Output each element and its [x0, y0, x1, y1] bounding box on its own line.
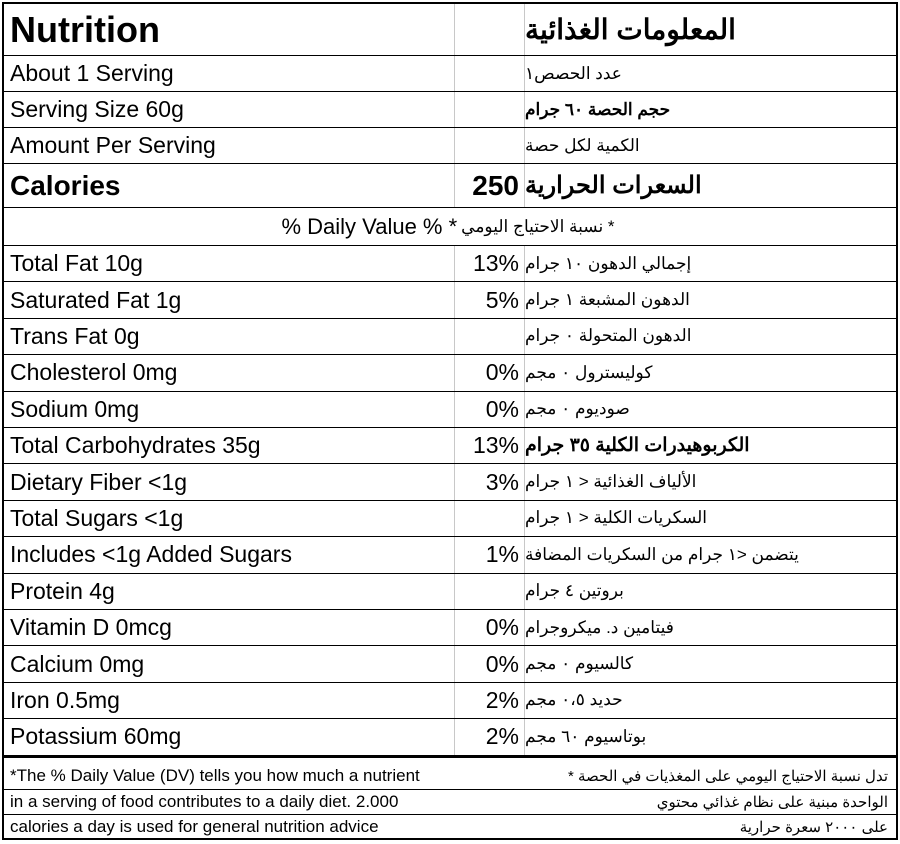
nutrient-name-en: Total Fat 10g [10, 250, 143, 277]
info-en: Serving Size 60g [10, 96, 184, 122]
nutrient-row [4, 610, 896, 646]
nutrient-row [4, 319, 896, 355]
nutrient-name-ar: كوليسترول ٠ مجم [524, 355, 896, 390]
nutrient-name-en: Protein 4g [10, 577, 115, 604]
nutrient-daily-value: 0% [454, 646, 524, 681]
nutrient-name-en: Iron 0.5mg [10, 686, 120, 713]
nutrient-name-ar: يتضمن <١ جرام من السكريات المضافة [524, 537, 896, 572]
nutrient-row [4, 355, 896, 391]
nutrient-row [4, 501, 896, 537]
info-ar: الكمية لكل حصة [524, 128, 896, 163]
nutrient-name-en: Dietary Fiber <1g [10, 468, 188, 495]
nutrient-daily-value: 3% [454, 464, 524, 499]
nutrient-name-en: Includes <1g Added Sugars [10, 541, 292, 568]
nutrient-row [4, 646, 896, 682]
nutrient-daily-value [454, 501, 524, 536]
daily-value-header-en: % Daily Value % * [281, 213, 458, 239]
nutrient-name-en: Total Carbohydrates 35g [10, 432, 261, 459]
nutrient-name-en: Sodium 0mg [10, 395, 140, 422]
nutrient-row [4, 428, 896, 464]
footnote-en: *The % Daily Value (DV) tells you how much a nutrient [10, 765, 420, 785]
nutrient-row [4, 719, 896, 755]
nutrient-daily-value: 2% [454, 683, 524, 718]
nutrient-row [4, 574, 896, 610]
info-row [4, 56, 896, 92]
nutrient-name-en: Vitamin D 0mcg [10, 614, 172, 641]
title-spacer-cell [454, 4, 524, 55]
nutrient-row [4, 464, 896, 500]
info-row [4, 92, 896, 128]
nutrient-name-ar: الكربوهيدرات الكلية ٣٥ جرام [524, 428, 896, 463]
nutrient-daily-value: 2% [454, 719, 524, 754]
nutrient-name-en: Potassium 60mg [10, 723, 182, 750]
nutrient-name-en: Saturated Fat 1g [10, 286, 182, 313]
nutrient-row [4, 392, 896, 428]
calories-value-cell [454, 164, 524, 207]
nutrient-daily-value: 5% [454, 282, 524, 317]
nutrient-row [4, 246, 896, 282]
footnote [4, 756, 896, 838]
info-spacer [454, 92, 524, 127]
nutrient-name-en: Total Sugars <1g [10, 504, 184, 531]
nutrient-name-ar: الدهون المتحولة ٠ جرام [524, 319, 896, 354]
info-ar: عدد الحصص١ [524, 56, 896, 91]
nutrient-daily-value: 13% [454, 428, 524, 463]
nutrient-name-en: Calcium 0mg [10, 650, 145, 677]
daily-value-header-ar: * نسبة الاحتياج اليومي [461, 216, 615, 236]
nutrient-row [4, 537, 896, 573]
nutrient-name-ar: الدهون المشبعة ١ جرام [524, 282, 896, 317]
calories-row [4, 164, 896, 208]
nutrient-name-ar: صوديوم ٠ مجم [524, 392, 896, 427]
nutrient-row [4, 683, 896, 719]
nutrient-daily-value [454, 319, 524, 354]
nutrient-name-ar: بروتين ٤ جرام [524, 574, 896, 609]
info-en: About 1 Serving [10, 60, 174, 86]
nutrient-daily-value [454, 574, 524, 609]
nutrient-name-ar: حديد ٠،٥ مجم [524, 683, 896, 718]
title-ar-cell [524, 4, 896, 55]
nutrient-daily-value: 0% [454, 392, 524, 427]
nutrient-name-en: Trans Fat 0g [10, 322, 140, 349]
title-ar: المعلومات الغذائية [525, 14, 736, 45]
calories-label-ar-cell [524, 164, 896, 207]
info-ar: حجم الحصة ٦٠ جرام [524, 92, 896, 127]
footnote-line [4, 789, 896, 814]
footnote-line [4, 762, 896, 789]
footnote-ar: الواحدة مبنية على نظام غذائي محتوي [656, 794, 888, 811]
title-en: Nutrition [10, 8, 160, 50]
title-row [4, 4, 896, 56]
nutrient-name-ar: إجمالي الدهون ١٠ جرام [524, 246, 896, 281]
nutrition-facts-label [2, 2, 898, 840]
nutrient-name-en: Cholesterol 0mg [10, 359, 178, 386]
info-spacer [454, 128, 524, 163]
calories-label-en: Calories [10, 169, 121, 201]
footnote-line [4, 814, 896, 838]
nutrient-daily-value: 1% [454, 537, 524, 572]
footnote-en: calories a day is used for general nutrition advice [10, 816, 379, 836]
nutrient-daily-value: 13% [454, 246, 524, 281]
info-row [4, 128, 896, 164]
nutrient-row [4, 282, 896, 318]
nutrient-name-ar: الألياف الغذائية < ١ جرام [524, 464, 896, 499]
nutrient-name-ar: فيتامين د. ميكروجرام [524, 610, 896, 645]
nutrient-daily-value: 0% [454, 610, 524, 645]
nutrient-name-ar: كالسيوم ٠ مجم [524, 646, 896, 681]
calories-label-cell [4, 164, 454, 207]
title-en-cell [4, 4, 454, 55]
info-en: Amount Per Serving [10, 132, 216, 158]
nutrient-name-ar: بوتاسيوم ٦٠ مجم [524, 719, 896, 754]
daily-value-header-row [4, 208, 896, 246]
footnote-ar: تدل نسبة الاحتياج اليومي على المغذيات في الحصة * [567, 767, 888, 785]
nutrient-daily-value: 0% [454, 355, 524, 390]
daily-value-header [4, 208, 896, 245]
footnote-ar: على ٢٠٠٠ سعرة حرارية [739, 818, 888, 836]
calories-value: 250 [472, 169, 519, 201]
nutrient-name-ar: السكريات الكلية < ١ جرام [524, 501, 896, 536]
calories-label-ar: السعرات الحرارية [525, 172, 702, 199]
info-spacer [454, 56, 524, 91]
footnote-en: in a serving of food contributes to a daily diet. 2.000 [10, 792, 399, 811]
